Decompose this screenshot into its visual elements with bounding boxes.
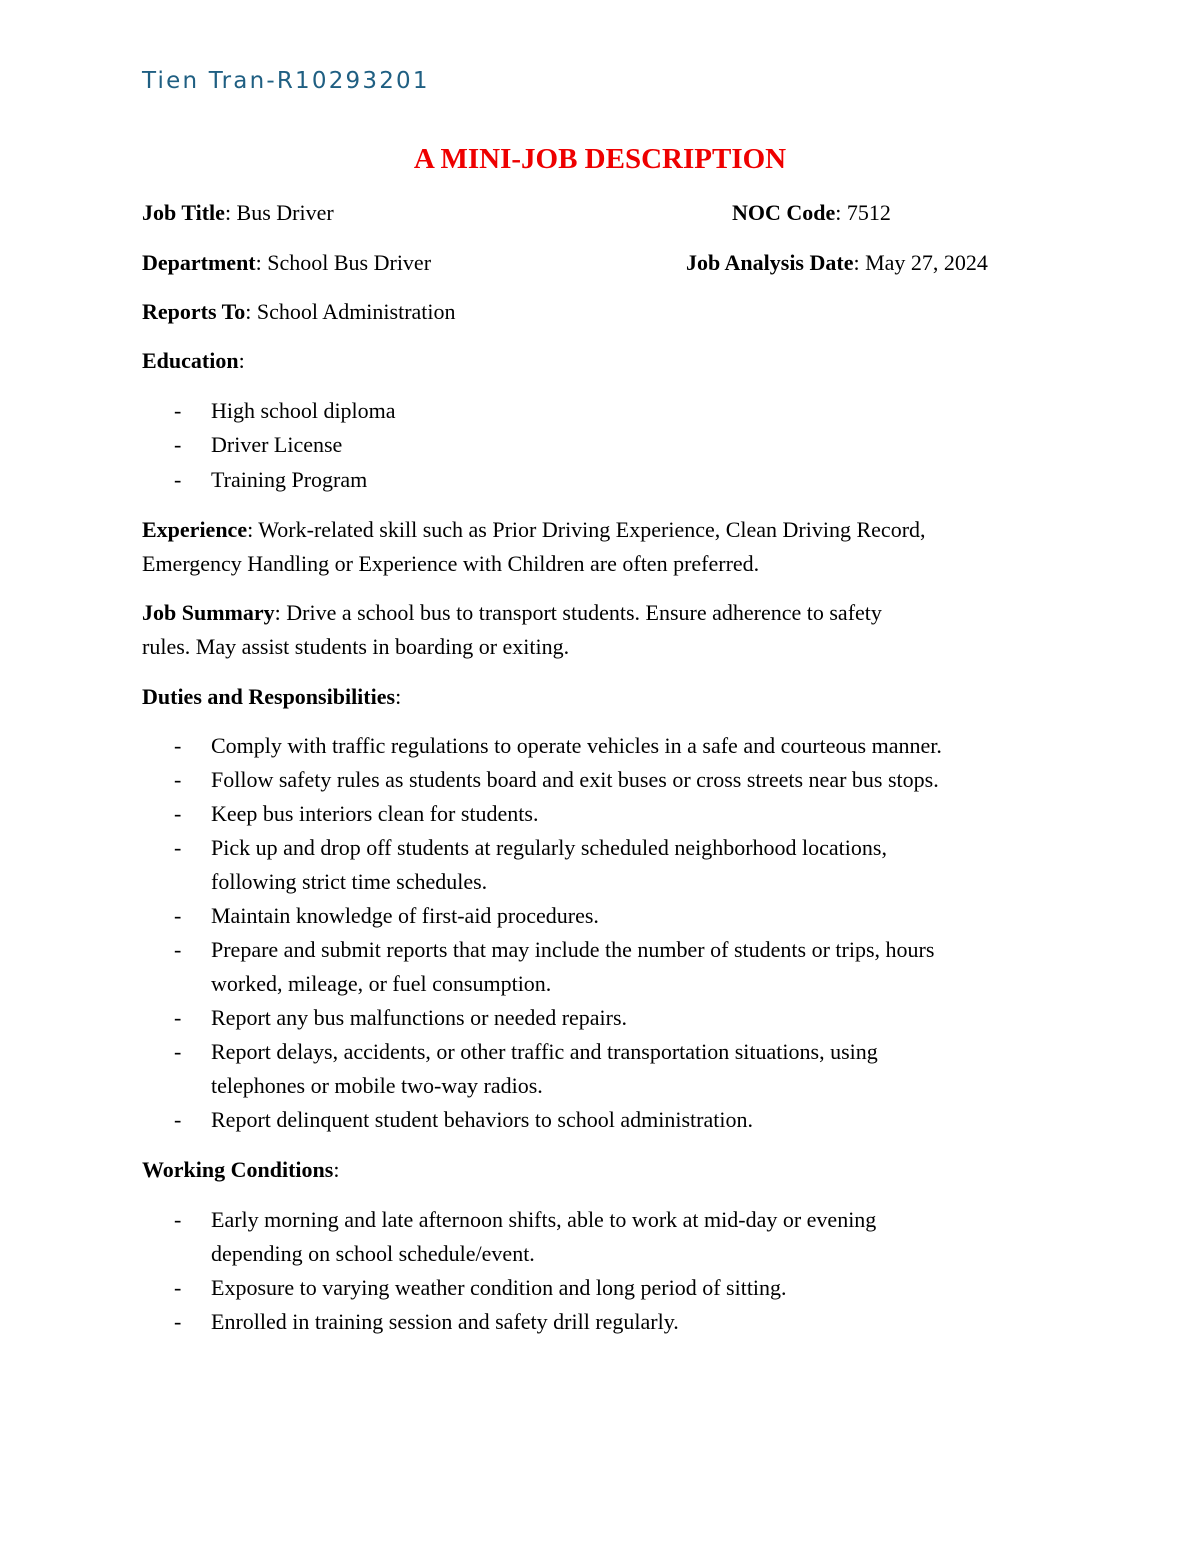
summary-label: Job Summary [142,600,275,625]
duty-item-text: worked, mileage, or fuel consumption. [211,971,552,996]
noc-code-label: NOC Code [732,200,836,225]
document-title: A MINI-JOB DESCRIPTION [413,143,787,175]
bullet-marker: - [174,733,182,758]
experience-line-1: Experience: Work-related skill such as Prior Driving Experience, Clean Driving Record, [142,517,926,542]
department-value: : School Bus Driver [255,250,432,275]
education-item: High school diploma [211,398,396,423]
job-title-line [142,200,334,226]
bullet-marker: - [174,1039,182,1064]
reports-to-label: Reports To [142,299,246,324]
reports-to-value: : School Administration [245,299,456,324]
working-condition-item-text: Early morning and late afternoon shifts, able to work at mid-day or evening [211,1207,877,1232]
bullet-marker: - [174,398,182,423]
summary-line-2: rules. May assist students in boarding or exiting. [142,634,570,659]
duty-item-text: Report any bus malfunctions or needed repairs. [211,1005,628,1030]
noc-code-value: : 7512 [835,200,891,225]
bullet-marker: - [174,467,182,492]
working-condition-item-text: Enrolled in training session and safety drill regularly. [211,1309,679,1334]
duty-item-text: Report delays, accidents, or other traffic and transportation situations, using [211,1039,878,1064]
department-label: Department [142,250,256,275]
working-label: Working Conditions [142,1157,334,1182]
reports-to-line [142,299,456,325]
department-line [142,250,431,276]
duty-item-text: following strict time schedules. [211,869,488,894]
bullet-marker: - [174,767,182,792]
duty-item-text: Prepare and submit reports that may include the number of students or trips, hours [211,937,935,962]
duty-item-text: telephones or mobile two-way radios. [211,1073,543,1098]
education-heading: Education: [142,348,245,373]
bullet-marker: - [174,432,182,457]
bullet-marker: - [174,1107,182,1132]
duty-item-text: Follow safety rules as students board and exit buses or cross streets near bus stops. [211,767,939,792]
experience-line-2: Emergency Handling or Experience with Children are often preferred. [142,551,760,576]
bullet-marker: - [174,903,182,928]
working-heading: Working Conditions: [142,1157,340,1182]
summary-line-1: Job Summary: Drive a school bus to transport students. Ensure adherence to safety [142,600,882,625]
duty-item-text: Keep bus interiors clean for students. [211,801,539,826]
duty-item-text: Report delinquent student behaviors to school administration. [211,1107,753,1132]
noc-code-line [732,200,891,226]
duty-item-text: Maintain knowledge of first-aid procedures. [211,903,599,928]
analysis-date-line [686,250,988,276]
analysis-date-label: Job Analysis Date [686,250,854,275]
bullet-marker: - [174,937,182,962]
working-condition-item-text: depending on school schedule/event. [211,1241,535,1266]
working-condition-item-text: Exposure to varying weather condition and long period of sitting. [211,1275,787,1300]
education-label: Education [142,348,239,373]
education-item: Driver License [211,432,343,457]
experience-label: Experience [142,517,248,542]
education-item: Training Program [211,467,368,492]
duty-item-text: Comply with traffic regulations to operate vehicles in a safe and courteous manner. [211,733,942,758]
job-title-label: Job Title [142,200,225,225]
duty-item-text: Pick up and drop off students at regularly scheduled neighborhood locations, [211,835,887,860]
bullet-marker: - [174,801,182,826]
author-header: Tien Tran-R10293201 [142,68,430,94]
duties-label: Duties and Responsibilities [142,684,396,709]
bullet-marker: - [174,1275,182,1300]
job-title-value: : Bus Driver [224,200,334,225]
bullet-marker: - [174,835,182,860]
bullet-marker: - [174,1207,182,1232]
bullet-marker: - [174,1309,182,1334]
bullet-marker: - [174,1005,182,1030]
duties-heading: Duties and Responsibilities: [142,684,402,709]
analysis-date-value: : May 27, 2024 [853,250,988,275]
